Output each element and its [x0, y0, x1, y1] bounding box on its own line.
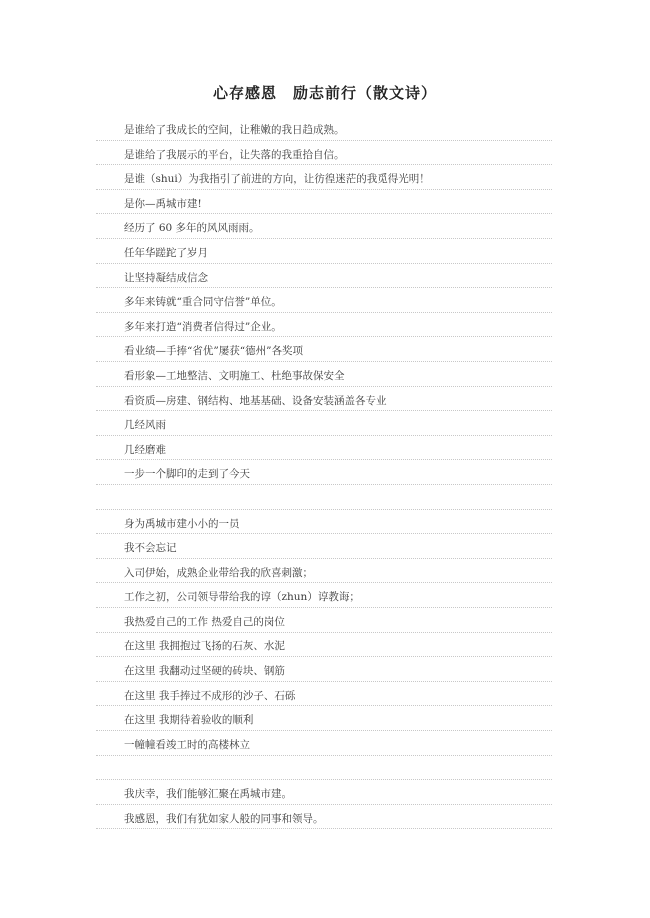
guide-line	[96, 164, 552, 165]
poem-line: 在这里 我拥抱过飞扬的石灰、水泥	[124, 640, 285, 653]
poem-line: 多年来铸就“重合同守信誉”单位。	[124, 296, 282, 309]
guide-line	[96, 656, 552, 657]
guide-line	[96, 558, 552, 559]
poem-line: 是谁给了我成长的空间，让稚嫩的我日趋成熟。	[124, 124, 345, 136]
guide-line	[96, 312, 552, 313]
poem-line: 是谁（shui）为我指引了前进的方向，让彷徨迷茫的我觅得光明！	[124, 173, 430, 186]
guide-line	[96, 779, 552, 780]
poem-line: 一步一个脚印的走到了今天	[124, 468, 250, 481]
guide-line	[96, 140, 552, 141]
guide-line	[96, 213, 552, 214]
guide-line	[96, 459, 552, 460]
guide-line	[96, 263, 552, 264]
poem-line: 我不会忘记	[124, 542, 177, 555]
poem-line: 我庆幸，我们能够汇聚在禹城市建。	[124, 788, 292, 801]
guide-line	[96, 705, 552, 706]
guide-line	[96, 607, 552, 608]
poem-line: 看形象—工地整洁、文明施工、杜绝事故保安全	[124, 369, 345, 382]
guide-line	[96, 755, 552, 756]
guide-line	[96, 730, 552, 731]
poem-line: 多年来打造“消费者信得过”企业。	[124, 320, 282, 333]
poem-body	[124, 118, 554, 831]
guide-line	[96, 410, 552, 411]
guide-line	[96, 533, 552, 534]
guide-line	[96, 632, 552, 633]
poem-line: 身为禹城市建小小的一员	[124, 517, 240, 530]
poem-line: 几经风雨	[124, 419, 166, 432]
poem-line: 一幢幢看竣工时的高楼林立	[124, 738, 250, 751]
poem-line: 看资质—房建、钢结构、地基基础、设备安装涵盖各专业	[124, 394, 387, 407]
guide-line	[96, 238, 552, 239]
poem-line: 是谁给了我展示的平台，让失落的我重拾自信。	[124, 148, 345, 161]
poem-line: 我热爱自己的工作 热爱自己的岗位	[124, 615, 285, 628]
poem-line: 任年华蹉跎了岁月	[124, 246, 208, 259]
poem-line: 经历了 60 多年的风风雨雨。	[124, 222, 260, 235]
guide-line	[96, 189, 552, 190]
poem-line: 让坚持凝结成信念	[124, 271, 208, 284]
guide-line	[96, 336, 552, 337]
guide-line	[96, 287, 552, 288]
poem-line: 在这里 我手捧过不成形的沙子、石砾	[124, 689, 296, 702]
guide-line	[96, 361, 552, 362]
poem-line: 在这里 我翻动过坚硬的砖块、钢筋	[124, 665, 285, 678]
poem-line: 是你—禹城市建!	[124, 197, 202, 210]
guide-line	[96, 386, 552, 387]
guide-line	[96, 828, 552, 829]
document-title: 心存感恩 励志前行（散文诗）	[212, 84, 437, 102]
guide-line	[96, 804, 552, 805]
poem-line: 几经磨难	[124, 443, 166, 456]
poem-line: 入司伊始，成熟企业带给我的欣喜刺激；	[124, 566, 313, 579]
guide-line	[96, 681, 552, 682]
guide-line	[96, 582, 552, 583]
poem-line: 工作之初，公司领导带给我的谆（zhun）谆教诲；	[124, 591, 360, 604]
poem-line: 在这里 我期待着验收的顺利	[124, 714, 254, 727]
guide-line	[96, 484, 552, 485]
poem-line: 看业绩—手捧“省优”屡获“德州”各奖项	[124, 345, 303, 358]
guide-line	[96, 435, 552, 436]
guide-line	[96, 509, 552, 510]
poem-line: 我感恩，我们有犹如家人般的同事和领导。	[124, 812, 324, 825]
